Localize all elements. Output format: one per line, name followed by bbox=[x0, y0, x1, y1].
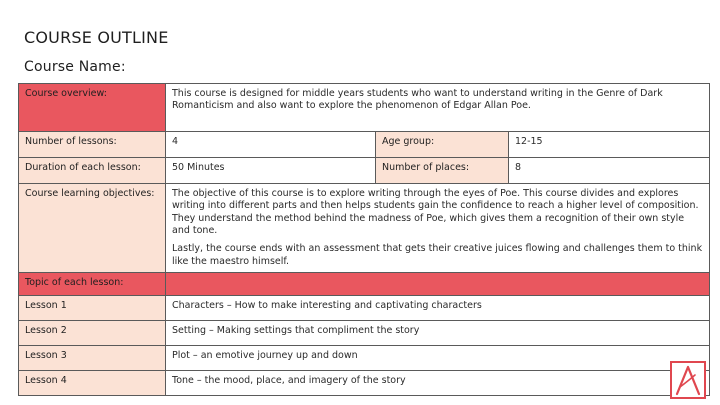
objectives-paragraph-2: Lastly, the course ends with an assessment that gets their creative juices flowing and challenges them to think like the maestro himself. bbox=[172, 243, 703, 267]
a-triangle-logo-icon bbox=[670, 361, 706, 399]
lesson-2-label: Lesson 2 bbox=[19, 321, 166, 346]
age-group-value: 12-15 bbox=[509, 132, 710, 158]
lesson-row bbox=[19, 371, 710, 396]
learning-objectives-label: Course learning objectives: bbox=[19, 184, 166, 273]
lesson-row bbox=[19, 296, 710, 321]
number-of-lessons-label: Number of lessons: bbox=[19, 132, 166, 158]
lesson-1-label: Lesson 1 bbox=[19, 296, 166, 321]
course-name-label: Course Name: bbox=[24, 59, 126, 75]
overview-row bbox=[19, 84, 710, 132]
overview-text: This course is designed for middle years students who want to understand writing in the Genre of Dark Romanticism and also want to explore the phenomenon of Edgar Allan Poe. bbox=[166, 84, 710, 132]
number-of-places-value: 8 bbox=[509, 158, 710, 184]
lesson-duration-value: 50 Minutes bbox=[166, 158, 376, 184]
lesson-2-topic: Setting – Making settings that compliment the story bbox=[166, 321, 710, 346]
lessons-row bbox=[19, 132, 710, 158]
topic-header-fill bbox=[166, 273, 710, 296]
topic-of-each-lesson-label: Topic of each lesson: bbox=[19, 273, 166, 296]
objectives-row bbox=[19, 184, 710, 273]
lesson-4-topic: Tone – the mood, place, and imagery of the story bbox=[166, 371, 710, 396]
topic-header-row bbox=[19, 273, 710, 296]
duration-row bbox=[19, 158, 710, 184]
number-of-places-label: Number of places: bbox=[376, 158, 509, 184]
lesson-3-topic: Plot – an emotive journey up and down bbox=[166, 346, 710, 371]
lesson-1-topic: Characters – How to make interesting and captivating characters bbox=[166, 296, 710, 321]
objectives-paragraph-1: The objective of this course is to explore writing through the eyes of Poe. This course divides and explores writing into different parts and then helps students gain the confidence to reach a higher level of composition. They understand the method behind the madness of Poe, which gives them a recognition of their own style and tone. bbox=[172, 188, 699, 237]
overview-label: Course overview: bbox=[19, 84, 166, 132]
course-outline-table bbox=[18, 83, 710, 396]
lesson-duration-label: Duration of each lesson: bbox=[19, 158, 166, 184]
lesson-row bbox=[19, 346, 710, 371]
page-title: COURSE OUTLINE bbox=[24, 28, 169, 47]
lesson-row bbox=[19, 321, 710, 346]
learning-objectives-text bbox=[166, 184, 710, 273]
age-group-label: Age group: bbox=[376, 132, 509, 158]
lesson-3-label: Lesson 3 bbox=[19, 346, 166, 371]
lesson-4-label: Lesson 4 bbox=[19, 371, 166, 396]
number-of-lessons-value: 4 bbox=[166, 132, 376, 158]
